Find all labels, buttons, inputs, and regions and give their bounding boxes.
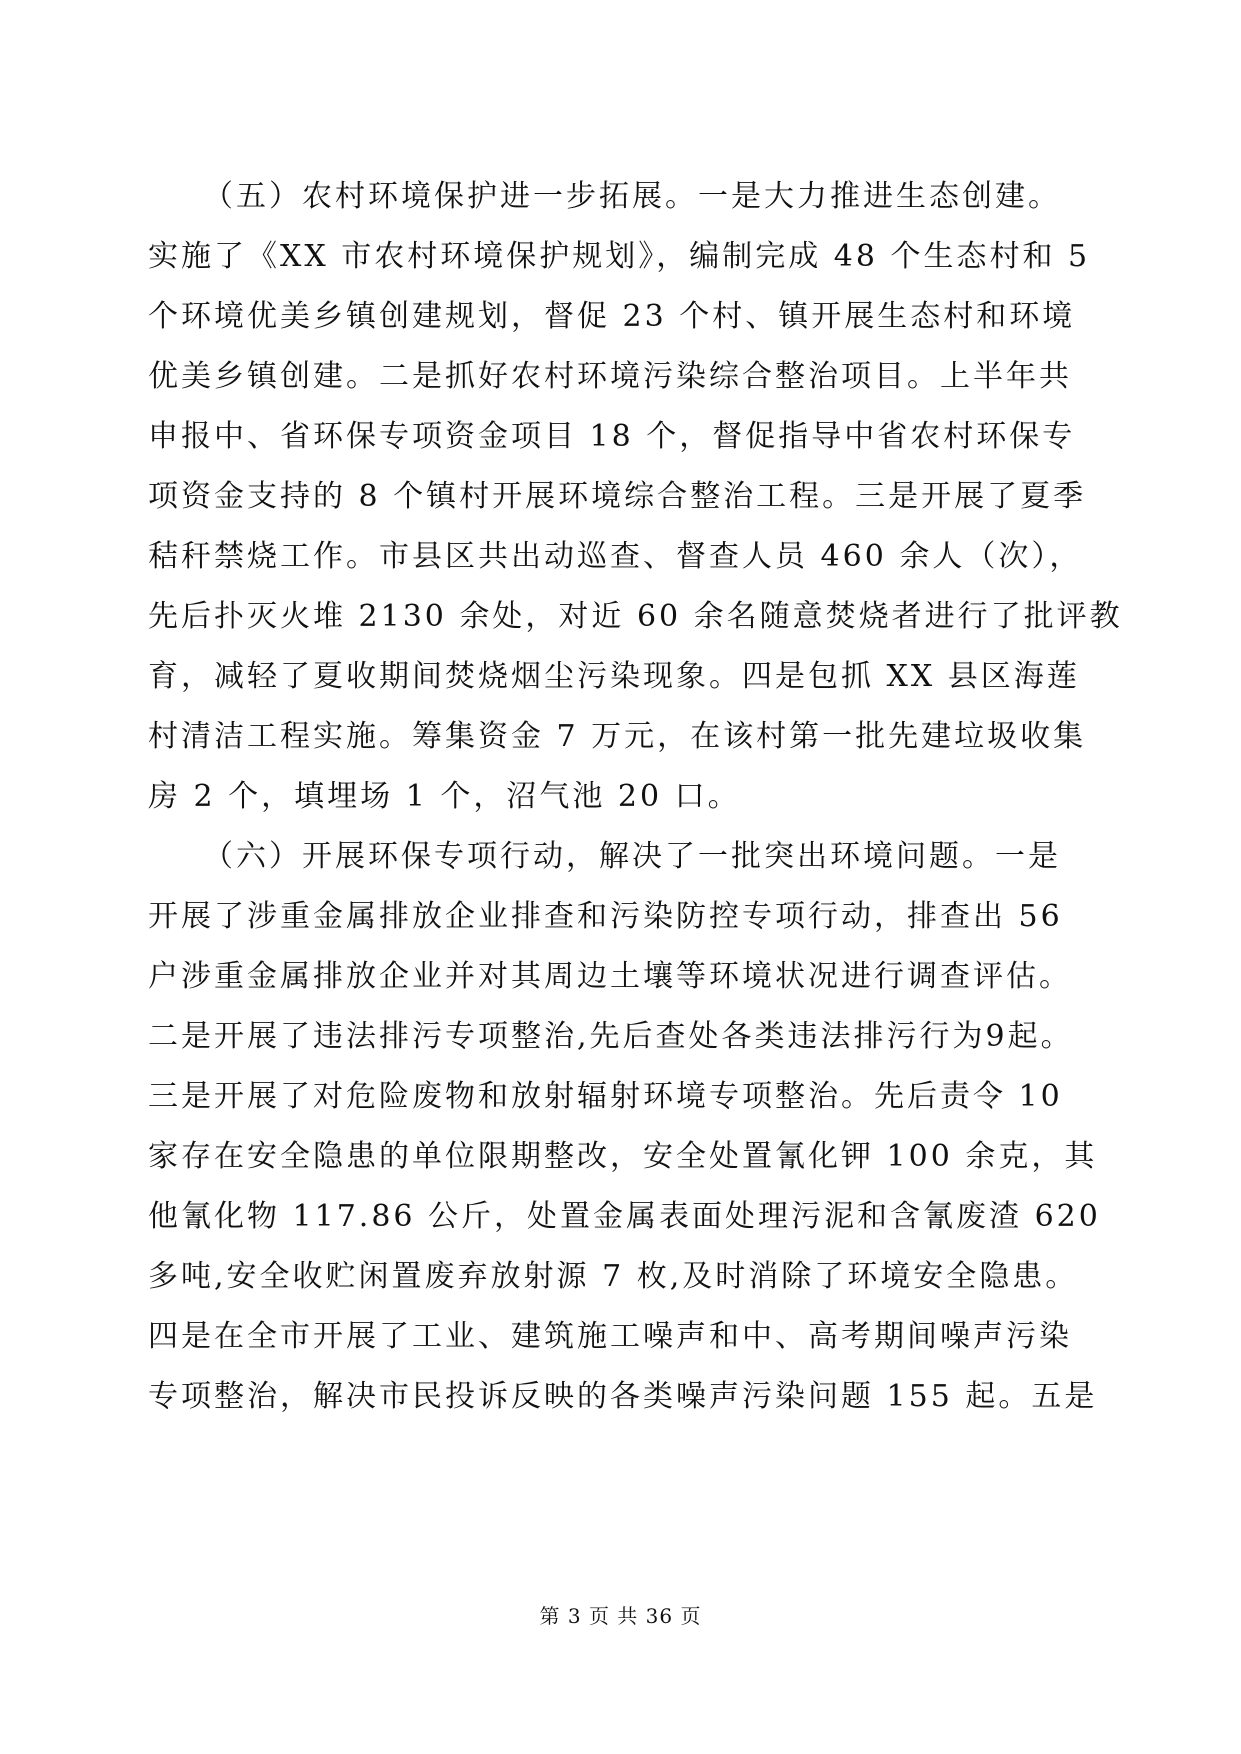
text-line-9: 育，减轻了夏收期间焚烧烟尘污染现象。四是包抓 XX 县区海莲 bbox=[148, 659, 1080, 694]
text-line-13: 开展了涉重金属排放企业排查和污染防控专项行动，排查出 56 bbox=[148, 899, 1063, 934]
text-line-16: 三是开展了对危险废物和放射辐射环境专项整治。先后责令 10 bbox=[148, 1079, 1063, 1114]
text-line-12: （六）开展环保专项行动，解决了一批突出环境问题。一是 bbox=[203, 839, 1061, 874]
text-line-6: 项资金支持的 8 个镇村开展环境综合整治工程。三是开展了夏季 bbox=[148, 479, 1087, 514]
text-line-10: 村清洁工程实施。筹集资金 7 万元，在该村第一批先建垃圾收集 bbox=[148, 719, 1087, 754]
text-line-19: 多吨,安全收贮闲置废弃放射源 7 枚,及时消除了环境安全隐患。 bbox=[148, 1259, 1079, 1294]
text-line-8: 先后扑灭火堆 2130 余处，对近 60 余名随意焚烧者进行了批评教 bbox=[148, 599, 1123, 634]
text-line-21: 专项整治，解决市民投诉反映的各类噪声污染问题 155 起。五是 bbox=[148, 1379, 1098, 1414]
text-line-5: 申报中、省环保专项资金项目 18 个，督促指导中省农村环保专 bbox=[148, 419, 1076, 454]
text-line-3: 个环境优美乡镇创建规划，督促 23 个村、镇开展生态村和环境 bbox=[148, 299, 1076, 334]
text-line-14: 户涉重金属排放企业并对其周边土壤等环境状况进行调查评估。 bbox=[148, 959, 1072, 994]
text-line-7: 秸秆禁烧工作。市县区共出动巡查、督查人员 460 余人（次）， bbox=[148, 539, 1083, 574]
text-line-1: （五）农村环境保护进一步拓展。一是大力推进生态创建。 bbox=[203, 179, 1061, 214]
text-line-11: 房 2 个，填埋场 1 个，沼气池 20 口。 bbox=[148, 779, 741, 814]
text-line-4: 优美乡镇创建。二是抓好农村环境污染综合整治项目。上半年共 bbox=[148, 359, 1072, 394]
text-line-20: 四是在全市开展了工业、建筑施工噪声和中、高考期间噪声污染 bbox=[148, 1319, 1072, 1354]
text-line-17: 家存在安全隐患的单位限期整改，安全处置氰化钾 100 余克，其 bbox=[148, 1139, 1098, 1174]
page-number-footer: 第 3 页 共 36 页 bbox=[539, 1604, 702, 1628]
text-line-15: 二是开展了违法排污专项整治,先后查处各类违法排污行为9起。 bbox=[148, 1019, 1074, 1054]
text-line-18: 他氰化物 117.86 公斤，处置金属表面处理污泥和含氰废渣 620 bbox=[148, 1199, 1101, 1234]
text-line-2: 实施了《XX 市农村环境保护规划》，编制完成 48 个生态村和 5 bbox=[148, 239, 1091, 274]
